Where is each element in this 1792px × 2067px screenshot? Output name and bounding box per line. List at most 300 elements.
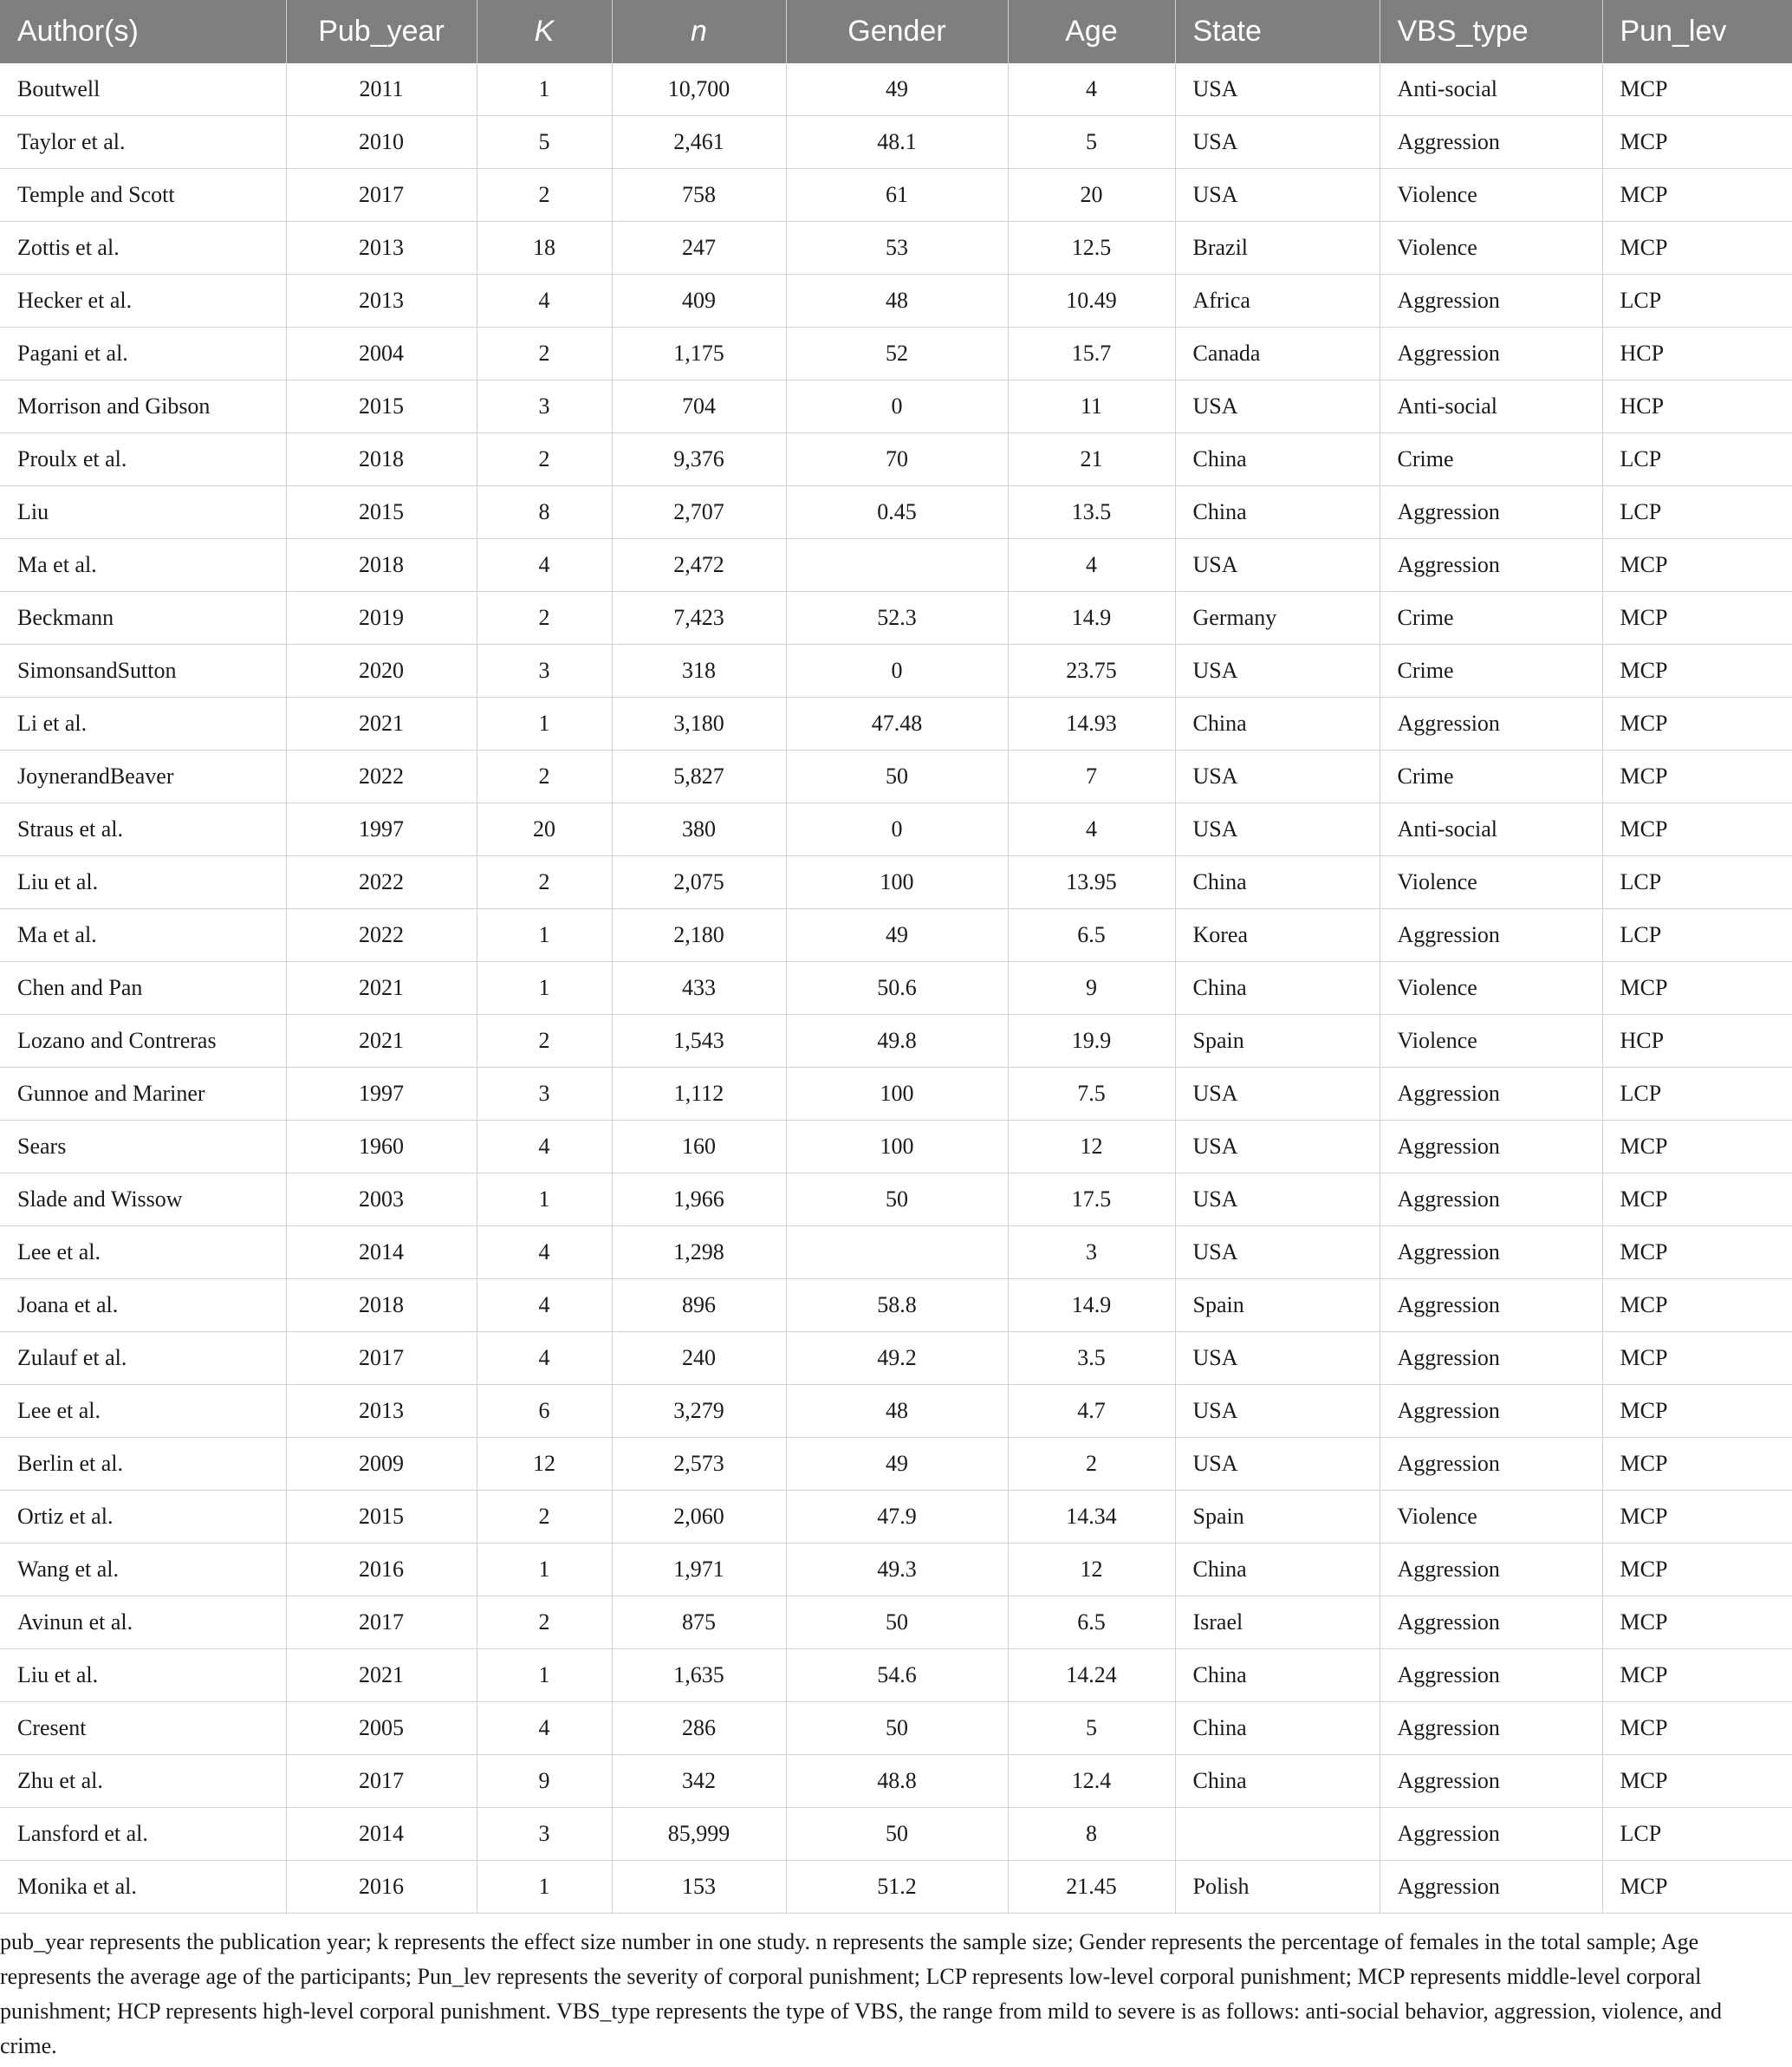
cell-author: Liu et al. <box>0 1649 286 1702</box>
cell-n: 380 <box>612 803 786 856</box>
cell-pub-year: 2021 <box>286 698 477 751</box>
cell-vbs-type: Aggression <box>1380 328 1602 380</box>
cell-author: Lee et al. <box>0 1226 286 1279</box>
cell-author: Taylor et al. <box>0 116 286 169</box>
table-row <box>0 962 1792 1015</box>
cell-state: Germany <box>1175 592 1380 645</box>
cell-author: JoynerandBeaver <box>0 751 286 803</box>
cell-gender <box>786 1226 1008 1279</box>
cell-pun-lev: MCP <box>1602 1544 1792 1596</box>
cell-age: 12.5 <box>1008 222 1175 275</box>
cell-age: 10.49 <box>1008 275 1175 328</box>
cell-pun-lev: MCP <box>1602 1438 1792 1491</box>
cell-k: 2 <box>477 1015 612 1068</box>
cell-age: 6.5 <box>1008 909 1175 962</box>
table-row <box>0 856 1792 909</box>
cell-age: 15.7 <box>1008 328 1175 380</box>
cell-author: Hecker et al. <box>0 275 286 328</box>
table-row <box>0 1808 1792 1861</box>
cell-pub-year: 2017 <box>286 1332 477 1385</box>
cell-gender: 51.2 <box>786 1861 1008 1914</box>
cell-pub-year: 1997 <box>286 803 477 856</box>
cell-n: 2,472 <box>612 539 786 592</box>
cell-n: 2,707 <box>612 486 786 539</box>
table-row <box>0 1279 1792 1332</box>
cell-gender: 54.6 <box>786 1649 1008 1702</box>
table-row <box>0 645 1792 698</box>
cell-k: 2 <box>477 169 612 222</box>
cell-author: Lozano and Contreras <box>0 1015 286 1068</box>
table-row <box>0 222 1792 275</box>
cell-k: 1 <box>477 909 612 962</box>
cell-gender: 49 <box>786 63 1008 116</box>
cell-pun-lev: MCP <box>1602 1491 1792 1544</box>
cell-author: Lee et al. <box>0 1385 286 1438</box>
cell-state: USA <box>1175 1173 1380 1226</box>
cell-state: Canada <box>1175 328 1380 380</box>
cell-n: 433 <box>612 962 786 1015</box>
cell-pun-lev: LCP <box>1602 1808 1792 1861</box>
cell-pub-year: 2015 <box>286 380 477 433</box>
cell-k: 20 <box>477 803 612 856</box>
cell-pun-lev: MCP <box>1602 1385 1792 1438</box>
table-row <box>0 486 1792 539</box>
cell-pub-year: 2005 <box>286 1702 477 1755</box>
cell-pun-lev: MCP <box>1602 169 1792 222</box>
cell-author: Beckmann <box>0 592 286 645</box>
cell-pub-year: 2010 <box>286 116 477 169</box>
cell-n: 153 <box>612 1861 786 1914</box>
cell-author: Temple and Scott <box>0 169 286 222</box>
cell-gender: 0 <box>786 803 1008 856</box>
cell-vbs-type: Anti-social <box>1380 803 1602 856</box>
table-header <box>0 0 1792 63</box>
cell-age: 23.75 <box>1008 645 1175 698</box>
cell-vbs-type: Violence <box>1380 1015 1602 1068</box>
cell-vbs-type: Aggression <box>1380 1808 1602 1861</box>
cell-vbs-type: Violence <box>1380 1491 1602 1544</box>
cell-n: 9,376 <box>612 433 786 486</box>
cell-gender: 61 <box>786 169 1008 222</box>
cell-vbs-type: Aggression <box>1380 486 1602 539</box>
cell-vbs-type: Aggression <box>1380 116 1602 169</box>
cell-age: 12 <box>1008 1544 1175 1596</box>
cell-state: USA <box>1175 1068 1380 1121</box>
cell-n: 2,075 <box>612 856 786 909</box>
cell-n: 10,700 <box>612 63 786 116</box>
cell-k: 2 <box>477 1491 612 1544</box>
header-gender: Gender <box>786 0 1008 63</box>
cell-state <box>1175 1808 1380 1861</box>
cell-author: Chen and Pan <box>0 962 286 1015</box>
cell-age: 4.7 <box>1008 1385 1175 1438</box>
cell-author: Berlin et al. <box>0 1438 286 1491</box>
cell-n: 2,573 <box>612 1438 786 1491</box>
cell-pun-lev: MCP <box>1602 645 1792 698</box>
cell-age: 3 <box>1008 1226 1175 1279</box>
cell-gender: 48 <box>786 1385 1008 1438</box>
cell-gender: 53 <box>786 222 1008 275</box>
cell-author: Slade and Wissow <box>0 1173 286 1226</box>
cell-author: Zulauf et al. <box>0 1332 286 1385</box>
cell-vbs-type: Aggression <box>1380 275 1602 328</box>
header-authors: Author(s) <box>0 0 286 63</box>
cell-vbs-type: Aggression <box>1380 698 1602 751</box>
cell-vbs-type: Aggression <box>1380 1226 1602 1279</box>
cell-age: 14.93 <box>1008 698 1175 751</box>
cell-author: Cresent <box>0 1702 286 1755</box>
cell-pun-lev: MCP <box>1602 1173 1792 1226</box>
table-row <box>0 1173 1792 1226</box>
cell-k: 3 <box>477 1808 612 1861</box>
cell-pun-lev: MCP <box>1602 222 1792 275</box>
cell-pub-year: 2003 <box>286 1173 477 1226</box>
cell-pun-lev: MCP <box>1602 1702 1792 1755</box>
cell-k: 3 <box>477 380 612 433</box>
cell-gender: 49.8 <box>786 1015 1008 1068</box>
cell-author: Liu et al. <box>0 856 286 909</box>
cell-vbs-type: Violence <box>1380 222 1602 275</box>
table-row <box>0 1544 1792 1596</box>
cell-gender: 50 <box>786 1596 1008 1649</box>
cell-pub-year: 2018 <box>286 1279 477 1332</box>
cell-k: 1 <box>477 962 612 1015</box>
cell-k: 4 <box>477 1279 612 1332</box>
cell-n: 1,175 <box>612 328 786 380</box>
cell-pun-lev: MCP <box>1602 803 1792 856</box>
table-row <box>0 380 1792 433</box>
cell-vbs-type: Aggression <box>1380 1861 1602 1914</box>
cell-author: Lansford et al. <box>0 1808 286 1861</box>
cell-vbs-type: Aggression <box>1380 1596 1602 1649</box>
cell-age: 11 <box>1008 380 1175 433</box>
cell-state: USA <box>1175 1226 1380 1279</box>
cell-k: 3 <box>477 1068 612 1121</box>
cell-state: USA <box>1175 63 1380 116</box>
cell-state: USA <box>1175 116 1380 169</box>
cell-n: 875 <box>612 1596 786 1649</box>
cell-pub-year: 2018 <box>286 539 477 592</box>
cell-n: 409 <box>612 275 786 328</box>
cell-pun-lev: MCP <box>1602 1861 1792 1914</box>
cell-pun-lev: MCP <box>1602 698 1792 751</box>
cell-state: Polish <box>1175 1861 1380 1914</box>
cell-pub-year: 2009 <box>286 1438 477 1491</box>
cell-state: USA <box>1175 645 1380 698</box>
cell-age: 4 <box>1008 539 1175 592</box>
cell-age: 4 <box>1008 63 1175 116</box>
cell-pun-lev: LCP <box>1602 1068 1792 1121</box>
cell-gender: 48.1 <box>786 116 1008 169</box>
cell-n: 1,112 <box>612 1068 786 1121</box>
cell-state: USA <box>1175 803 1380 856</box>
cell-author: Morrison and Gibson <box>0 380 286 433</box>
cell-state: Spain <box>1175 1279 1380 1332</box>
cell-pun-lev: MCP <box>1602 1121 1792 1173</box>
cell-state: USA <box>1175 539 1380 592</box>
cell-author: Ortiz et al. <box>0 1491 286 1544</box>
cell-n: 2,461 <box>612 116 786 169</box>
cell-pub-year: 2018 <box>286 433 477 486</box>
cell-age: 14.9 <box>1008 1279 1175 1332</box>
cell-age: 17.5 <box>1008 1173 1175 1226</box>
cell-age: 3.5 <box>1008 1332 1175 1385</box>
cell-state: USA <box>1175 380 1380 433</box>
header-pub-year: Pub_year <box>286 0 477 63</box>
cell-vbs-type: Aggression <box>1380 1702 1602 1755</box>
cell-k: 3 <box>477 645 612 698</box>
cell-age: 21.45 <box>1008 1861 1175 1914</box>
cell-age: 13.95 <box>1008 856 1175 909</box>
cell-k: 5 <box>477 116 612 169</box>
cell-author: Ma et al. <box>0 539 286 592</box>
cell-state: USA <box>1175 1438 1380 1491</box>
table-row <box>0 803 1792 856</box>
cell-vbs-type: Violence <box>1380 856 1602 909</box>
header-state: State <box>1175 0 1380 63</box>
cell-k: 2 <box>477 433 612 486</box>
cell-n: 1,635 <box>612 1649 786 1702</box>
cell-pub-year: 2022 <box>286 751 477 803</box>
table-row <box>0 169 1792 222</box>
cell-pub-year: 2020 <box>286 645 477 698</box>
cell-n: 2,060 <box>612 1491 786 1544</box>
cell-vbs-type: Anti-social <box>1380 63 1602 116</box>
cell-k: 9 <box>477 1755 612 1808</box>
cell-author: Monika et al. <box>0 1861 286 1914</box>
cell-age: 14.24 <box>1008 1649 1175 1702</box>
header-n: n <box>612 0 786 63</box>
cell-n: 1,971 <box>612 1544 786 1596</box>
cell-k: 2 <box>477 328 612 380</box>
cell-pub-year: 2015 <box>286 486 477 539</box>
cell-age: 20 <box>1008 169 1175 222</box>
cell-author: SimonsandSutton <box>0 645 286 698</box>
cell-pun-lev: MCP <box>1602 116 1792 169</box>
cell-n: 3,279 <box>612 1385 786 1438</box>
cell-pub-year: 2016 <box>286 1861 477 1914</box>
cell-k: 18 <box>477 222 612 275</box>
cell-vbs-type: Crime <box>1380 592 1602 645</box>
table-row <box>0 539 1792 592</box>
cell-gender: 50.6 <box>786 962 1008 1015</box>
table-row <box>0 1226 1792 1279</box>
cell-pub-year: 2014 <box>286 1808 477 1861</box>
cell-state: Korea <box>1175 909 1380 962</box>
cell-vbs-type: Aggression <box>1380 909 1602 962</box>
cell-k: 1 <box>477 1649 612 1702</box>
cell-k: 6 <box>477 1385 612 1438</box>
cell-vbs-type: Crime <box>1380 433 1602 486</box>
cell-pub-year: 2013 <box>286 1385 477 1438</box>
table-row <box>0 1438 1792 1491</box>
cell-n: 896 <box>612 1279 786 1332</box>
cell-pun-lev: LCP <box>1602 856 1792 909</box>
table-row <box>0 1332 1792 1385</box>
cell-k: 2 <box>477 1596 612 1649</box>
cell-pun-lev: LCP <box>1602 486 1792 539</box>
table-row <box>0 698 1792 751</box>
cell-k: 1 <box>477 1173 612 1226</box>
cell-n: 2,180 <box>612 909 786 962</box>
cell-vbs-type: Aggression <box>1380 1544 1602 1596</box>
table-row <box>0 1755 1792 1808</box>
table-body <box>0 63 1792 1914</box>
cell-vbs-type: Aggression <box>1380 1173 1602 1226</box>
cell-pub-year: 2021 <box>286 962 477 1015</box>
cell-pun-lev: MCP <box>1602 1596 1792 1649</box>
cell-age: 7 <box>1008 751 1175 803</box>
cell-age: 4 <box>1008 803 1175 856</box>
cell-author: Pagani et al. <box>0 328 286 380</box>
cell-author: Ma et al. <box>0 909 286 962</box>
cell-pun-lev: LCP <box>1602 433 1792 486</box>
cell-k: 2 <box>477 751 612 803</box>
header-row <box>0 0 1792 63</box>
cell-author: Zhu et al. <box>0 1755 286 1808</box>
cell-vbs-type: Crime <box>1380 751 1602 803</box>
cell-k: 8 <box>477 486 612 539</box>
table-row <box>0 433 1792 486</box>
cell-n: 318 <box>612 645 786 698</box>
cell-state: China <box>1175 1544 1380 1596</box>
cell-vbs-type: Aggression <box>1380 1438 1602 1491</box>
cell-age: 9 <box>1008 962 1175 1015</box>
cell-k: 4 <box>477 539 612 592</box>
cell-pun-lev: MCP <box>1602 592 1792 645</box>
cell-pub-year: 2004 <box>286 328 477 380</box>
cell-age: 19.9 <box>1008 1015 1175 1068</box>
table-row <box>0 1702 1792 1755</box>
cell-state: Brazil <box>1175 222 1380 275</box>
cell-pub-year: 2011 <box>286 63 477 116</box>
cell-state: China <box>1175 698 1380 751</box>
cell-pub-year: 2013 <box>286 275 477 328</box>
cell-vbs-type: Anti-social <box>1380 380 1602 433</box>
cell-state: China <box>1175 856 1380 909</box>
cell-author: Wang et al. <box>0 1544 286 1596</box>
cell-state: Spain <box>1175 1015 1380 1068</box>
cell-gender: 48 <box>786 275 1008 328</box>
table-row <box>0 909 1792 962</box>
cell-state: USA <box>1175 1332 1380 1385</box>
cell-age: 6.5 <box>1008 1596 1175 1649</box>
cell-vbs-type: Aggression <box>1380 539 1602 592</box>
cell-k: 4 <box>477 1121 612 1173</box>
cell-gender: 0.45 <box>786 486 1008 539</box>
cell-pun-lev: MCP <box>1602 1226 1792 1279</box>
cell-age: 13.5 <box>1008 486 1175 539</box>
cell-k: 4 <box>477 275 612 328</box>
cell-k: 1 <box>477 63 612 116</box>
cell-author: Straus et al. <box>0 803 286 856</box>
cell-author: Liu <box>0 486 286 539</box>
cell-pun-lev: LCP <box>1602 275 1792 328</box>
cell-pub-year: 2013 <box>286 222 477 275</box>
cell-vbs-type: Violence <box>1380 169 1602 222</box>
cell-k: 1 <box>477 1861 612 1914</box>
cell-n: 1,543 <box>612 1015 786 1068</box>
cell-pub-year: 2016 <box>286 1544 477 1596</box>
cell-pub-year: 2022 <box>286 856 477 909</box>
cell-gender: 49 <box>786 1438 1008 1491</box>
cell-pun-lev: MCP <box>1602 962 1792 1015</box>
cell-state: Israel <box>1175 1596 1380 1649</box>
cell-vbs-type: Violence <box>1380 962 1602 1015</box>
table-row <box>0 275 1792 328</box>
cell-pun-lev: MCP <box>1602 1649 1792 1702</box>
cell-gender: 50 <box>786 751 1008 803</box>
cell-gender: 100 <box>786 856 1008 909</box>
cell-author: Sears <box>0 1121 286 1173</box>
cell-gender: 52.3 <box>786 592 1008 645</box>
cell-vbs-type: Aggression <box>1380 1279 1602 1332</box>
cell-pub-year: 2022 <box>286 909 477 962</box>
cell-vbs-type: Aggression <box>1380 1068 1602 1121</box>
cell-vbs-type: Aggression <box>1380 1385 1602 1438</box>
cell-author: Zottis et al. <box>0 222 286 275</box>
cell-n: 7,423 <box>612 592 786 645</box>
cell-n: 85,999 <box>612 1808 786 1861</box>
cell-gender: 49.2 <box>786 1332 1008 1385</box>
cell-vbs-type: Aggression <box>1380 1755 1602 1808</box>
cell-age: 14.9 <box>1008 592 1175 645</box>
cell-state: China <box>1175 486 1380 539</box>
cell-pun-lev: MCP <box>1602 63 1792 116</box>
cell-gender: 47.48 <box>786 698 1008 751</box>
cell-author: Gunnoe and Mariner <box>0 1068 286 1121</box>
cell-age: 2 <box>1008 1438 1175 1491</box>
cell-age: 12.4 <box>1008 1755 1175 1808</box>
cell-k: 4 <box>477 1702 612 1755</box>
cell-author: Boutwell <box>0 63 286 116</box>
cell-k: 12 <box>477 1438 612 1491</box>
cell-k: 1 <box>477 1544 612 1596</box>
cell-age: 21 <box>1008 433 1175 486</box>
header-vbs-type: VBS_type <box>1380 0 1602 63</box>
cell-gender: 0 <box>786 380 1008 433</box>
cell-state: Spain <box>1175 1491 1380 1544</box>
cell-pun-lev: MCP <box>1602 751 1792 803</box>
table-row <box>0 1861 1792 1914</box>
table-footnote: pub_year represents the publication year; k represents the effect size number in one study. n represents the sample size; Gender represents the percentage of females in the total sample; Age represents the average age of the participants; Pun_lev represents the severity of corporal punishment; LCP represents low-level corporal punishment; MCP represents middle-level corporal punishment; HCP represents high-level corporal punishment. VBS_type represents the type of VBS, the range from mild to severe is as follows: anti-social behavior, aggression, violence, and crime. <box>0 1929 1723 2058</box>
cell-state: China <box>1175 1702 1380 1755</box>
cell-pun-lev: HCP <box>1602 328 1792 380</box>
cell-state: China <box>1175 433 1380 486</box>
table-row <box>0 63 1792 116</box>
table-row <box>0 1649 1792 1702</box>
table-row <box>0 328 1792 380</box>
cell-author: Li et al. <box>0 698 286 751</box>
cell-author: Joana et al. <box>0 1279 286 1332</box>
cell-pub-year: 2017 <box>286 1755 477 1808</box>
cell-author: Avinun et al. <box>0 1596 286 1649</box>
cell-pub-year: 2017 <box>286 1596 477 1649</box>
table-row <box>0 116 1792 169</box>
cell-n: 160 <box>612 1121 786 1173</box>
cell-k: 2 <box>477 856 612 909</box>
cell-n: 342 <box>612 1755 786 1808</box>
cell-n: 5,827 <box>612 751 786 803</box>
table-row <box>0 1068 1792 1121</box>
table-row <box>0 1015 1792 1068</box>
cell-pun-lev: HCP <box>1602 1015 1792 1068</box>
cell-gender: 100 <box>786 1068 1008 1121</box>
cell-state: USA <box>1175 1121 1380 1173</box>
cell-state: Africa <box>1175 275 1380 328</box>
table-row <box>0 1121 1792 1173</box>
cell-gender: 70 <box>786 433 1008 486</box>
